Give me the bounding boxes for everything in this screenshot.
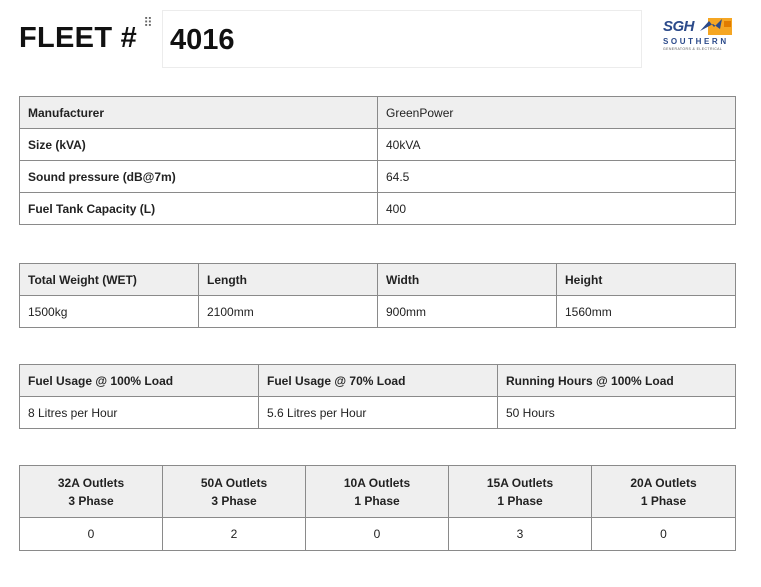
outlet-type: 20A Outlets [630, 475, 697, 490]
column-header: Fuel Usage @ 70% Load [259, 365, 498, 397]
column-header [163, 466, 306, 518]
lightning-icon [700, 17, 734, 37]
spec-value: GreenPower [378, 97, 736, 129]
column-header: Height [557, 264, 736, 296]
outlet-phase: 3 Phase [68, 493, 114, 508]
table-cell: 5.6 Litres per Hour [259, 397, 498, 429]
fuel-table [19, 364, 736, 429]
spec-value: 400 [378, 193, 736, 225]
dimensions-table [19, 263, 736, 328]
column-header: Length [199, 264, 378, 296]
page-header [0, 0, 761, 80]
column-header [306, 466, 449, 518]
column-header [20, 466, 163, 518]
outlet-type: 32A Outlets [57, 475, 125, 490]
column-header [592, 466, 736, 518]
table-row [20, 518, 736, 551]
company-logo [662, 16, 736, 54]
table-cell: 0 [20, 518, 163, 551]
table-row [20, 161, 736, 193]
logo-line2: GENERATORS & ELECTRICAL [663, 47, 723, 51]
spec-label: Sound pressure (dB@7m) [20, 161, 378, 193]
table-row [20, 97, 736, 129]
spec-label: Manufacturer [20, 97, 378, 129]
spec-value: 40kVA [378, 129, 736, 161]
column-header [449, 466, 592, 518]
table-row [20, 129, 736, 161]
table-cell: 2100mm [199, 296, 378, 328]
table-cell: 1500kg [20, 296, 199, 328]
table-header-row [20, 466, 736, 518]
outlet-type: 10A Outlets [343, 475, 411, 490]
fleet-number: 4016 [170, 24, 235, 56]
outlet-phase: 1 Phase [354, 493, 400, 508]
table-header-row [20, 365, 736, 397]
spec-label: Size (kVA) [20, 129, 378, 161]
spec-label: Fuel Tank Capacity (L) [20, 193, 378, 225]
table-cell: 50 Hours [498, 397, 736, 429]
outlet-type: 15A Outlets [486, 475, 554, 490]
outlet-phase: 1 Phase [497, 493, 543, 508]
table-row [20, 193, 736, 225]
column-header: Running Hours @ 100% Load [498, 365, 736, 397]
table-cell: 900mm [378, 296, 557, 328]
drag-handle-icon[interactable]: ⠿ [143, 15, 153, 30]
table-header-row [20, 264, 736, 296]
column-header: Total Weight (WET) [20, 264, 199, 296]
fleet-number-field[interactable] [162, 10, 642, 68]
table-row [20, 296, 736, 328]
spec-value: 64.5 [378, 161, 736, 193]
fleet-label: FLEET # [19, 22, 138, 54]
column-header: Width [378, 264, 557, 296]
outlets-table [19, 465, 736, 551]
logo-line1: SOUTHERN [663, 37, 729, 46]
outlet-phase: 1 Phase [640, 493, 687, 508]
column-header: Fuel Usage @ 100% Load [20, 365, 259, 397]
outlet-type: 50A Outlets [200, 475, 268, 490]
table-cell: 3 [449, 518, 592, 551]
table-cell: 2 [163, 518, 306, 551]
table-cell: 0 [306, 518, 449, 551]
specs-table [19, 96, 736, 225]
logo-brand: SGH [663, 18, 695, 35]
table-cell: 0 [592, 518, 736, 551]
table-cell: 1560mm [557, 296, 736, 328]
table-row [20, 397, 736, 429]
outlet-phase: 3 Phase [211, 493, 257, 508]
table-cell: 8 Litres per Hour [20, 397, 259, 429]
